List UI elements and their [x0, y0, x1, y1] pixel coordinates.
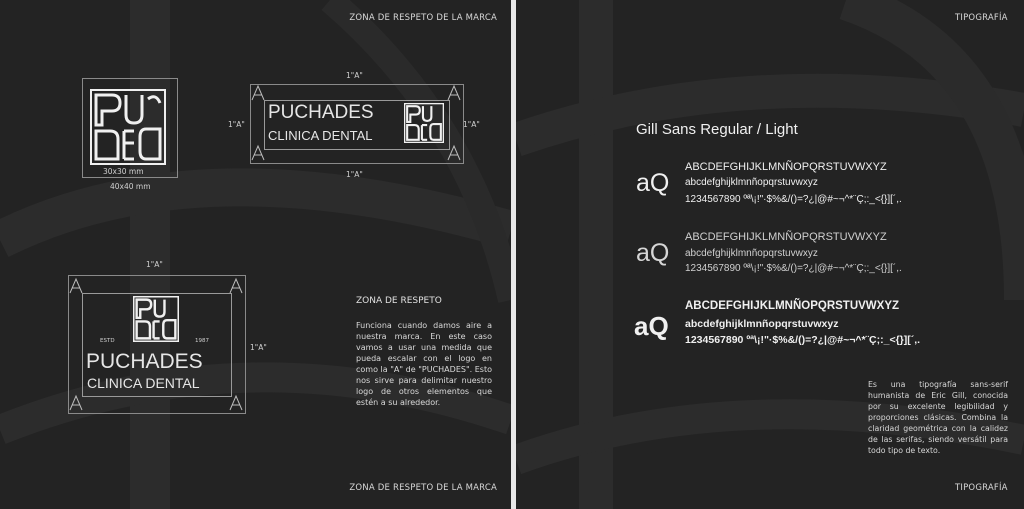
font-name-title: Gill Sans Regular / Light [636, 121, 798, 138]
sample-glyph-bold: aQ [634, 311, 669, 341]
brand-name-vertical: PUCHADES [86, 350, 203, 373]
sample-glyph-light: aQ [636, 239, 670, 267]
page-corner-title-top: ZONA DE RESPETO DE LA MARCA [349, 13, 497, 23]
sample-symbols-bold: 1234567890 ºª\¡!"·$%&/()=?¿|@#~¬^*¨Ç;:_<{}][´,. [685, 334, 921, 346]
measure-left: 1"A" [228, 120, 245, 129]
page-corner-title-bottom: ZONA DE RESPETO DE LA MARCA [349, 483, 497, 493]
left-page [0, 0, 511, 509]
logo-outer-size: 40x40 mm [110, 182, 151, 191]
section-title: ZONA DE RESPETO [356, 296, 442, 306]
sample-symbols-regular: 1234567890 ºª\¡!"·$%&/()=?¿|@#~¬^*¨Ç;:_<{}][´,. [685, 194, 902, 205]
sample-lower-light: abcdefghijklmnñopqrstuvwxyz [685, 248, 818, 259]
sample-lower-regular: abcdefghijklmnñopqrstuvwxyz [685, 177, 818, 188]
measure-top-vertical: 1"A" [146, 260, 163, 269]
year-label: 1987 [195, 338, 209, 344]
sample-upper-bold: ABCDEFGHIJKLMNÑOPQRSTUVWXYZ [685, 300, 900, 312]
sample-upper-regular: ABCDEFGHIJKLMNÑOPQRSTUVWXYZ [685, 161, 887, 173]
measure-bottom: 1"A" [346, 170, 363, 179]
typography-description: Es una tipografía sans-serif humanista de Eric Gill, conocida por su excelente legibilidad y proporciones clásicas. Combina la claridad geométrica con la calidez de las serifas, siendo versátil para todo tipo de texto. [868, 380, 1008, 455]
sample-upper-light: ABCDEFGHIJKLMNÑOPQRSTUVWXYZ [685, 231, 887, 243]
sample-glyph-regular: aQ [636, 169, 670, 197]
sample-symbols-light: 1234567890 ºª\¡!"·$%&/()=?¿|@#~¬^*¨Ç;:_<{}][´,. [685, 263, 902, 274]
typography-corner-title-top: TIPOGRAFÍA [955, 13, 1008, 23]
section-body: Funciona cuando damos aire a nuestra marca. En este caso vamos a usar una medida que pueda escalar con el logo en como la "A" de "PUCHADES". Esto nos sirve para delimitar nuestro logo de otros elementos que estén a su alrededor. [356, 321, 492, 407]
sample-lower-bold: abcdefghijklmnñopqrstuvwxyz [685, 318, 839, 330]
measure-right-vertical: 1"A" [250, 343, 267, 352]
brand-subtitle-horizontal: CLINICA DENTAL [268, 128, 373, 143]
brand-subtitle-vertical: CLINICA DENTAL [87, 375, 200, 391]
measure-right: 1"A" [463, 120, 480, 129]
estd-label: ESTD [100, 338, 115, 344]
logo-inner-size: 30x30 mm [103, 167, 144, 176]
brand-name-horizontal: PUCHADES [268, 102, 374, 123]
typography-corner-title-bottom: TIPOGRAFÍA [955, 483, 1008, 493]
measure-top: 1"A" [346, 71, 363, 80]
clearance-a-markers-vertical [0, 0, 511, 509]
